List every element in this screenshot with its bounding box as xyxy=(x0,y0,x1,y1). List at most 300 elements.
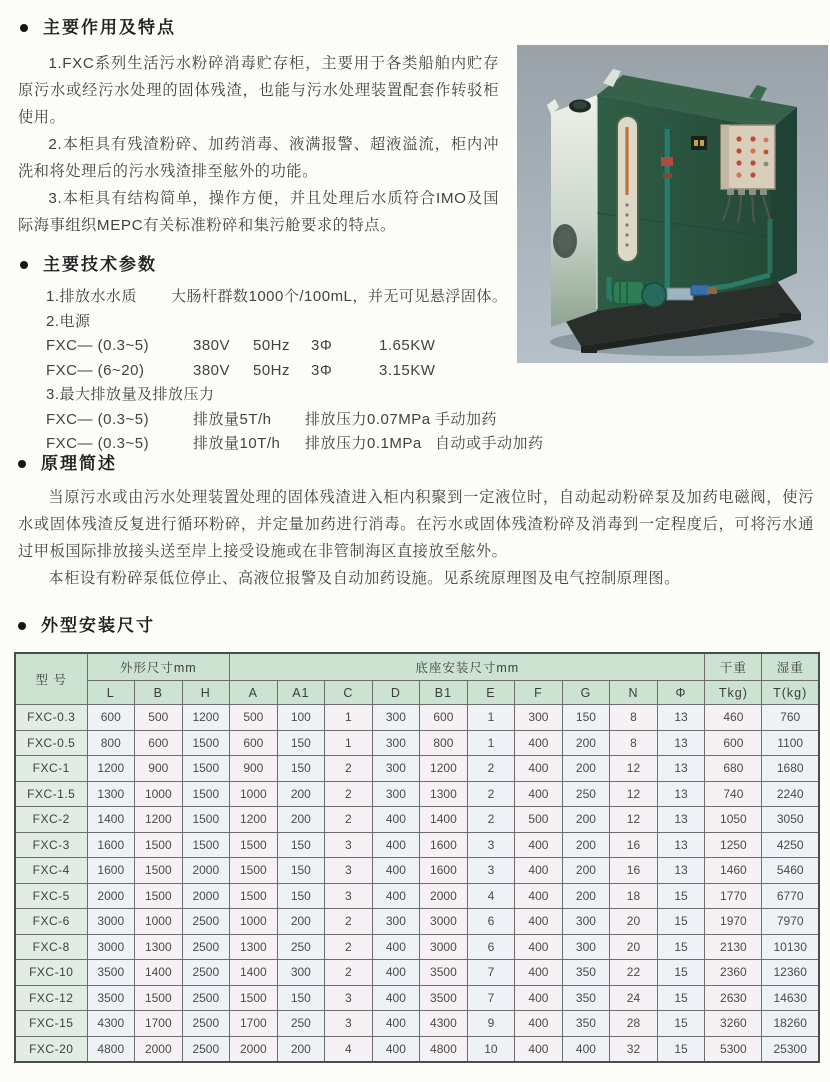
value-cell: 300 xyxy=(372,909,420,935)
value-cell: 4 xyxy=(467,883,515,909)
value-cell: 400 xyxy=(515,730,563,756)
value-cell: 1770 xyxy=(705,883,762,909)
spec-pressure: 排放压力0.07MPa xyxy=(305,410,431,428)
value-cell: 400 xyxy=(515,781,563,807)
value-cell: 1300 xyxy=(230,934,278,960)
value-cell: 8 xyxy=(610,705,658,731)
section-features-heading xyxy=(20,16,499,40)
value-cell: 400 xyxy=(372,883,420,909)
value-cell: 2000 xyxy=(87,883,135,909)
value-cell: 2 xyxy=(325,960,373,986)
model-cell: FXC-15 xyxy=(15,1011,87,1037)
value-cell: 400 xyxy=(515,1036,563,1062)
model-cell: FXC-6 xyxy=(15,909,87,935)
value-cell: 1000 xyxy=(230,909,278,935)
model-cell: FXC-20 xyxy=(15,1036,87,1062)
value-cell: 8 xyxy=(610,730,658,756)
value-cell: 15 xyxy=(657,960,705,986)
value-cell: 1000 xyxy=(135,909,183,935)
value-cell: 15 xyxy=(657,985,705,1011)
model-cell: FXC-5 xyxy=(15,883,87,909)
value-cell: 1000 xyxy=(135,781,183,807)
spec-dosing: 自动或手动加药 xyxy=(435,435,544,452)
value-cell: 1500 xyxy=(135,832,183,858)
value-cell: 1 xyxy=(325,705,373,731)
col-header-G: G xyxy=(562,681,610,705)
product-photo xyxy=(517,45,828,363)
value-cell: 200 xyxy=(562,883,610,909)
value-cell: 15 xyxy=(657,883,705,909)
col-header-H: H xyxy=(182,681,230,705)
value-cell: 1300 xyxy=(420,781,468,807)
value-cell: 13 xyxy=(657,781,705,807)
value-cell: 1400 xyxy=(135,960,183,986)
col-header-phi: Φ xyxy=(657,681,705,705)
value-cell: 1200 xyxy=(230,807,278,833)
value-cell: 600 xyxy=(420,705,468,731)
table-row xyxy=(15,730,819,756)
table-row xyxy=(15,985,819,1011)
value-cell: 10 xyxy=(467,1036,515,1062)
value-cell: 350 xyxy=(562,1011,610,1037)
value-cell: 2 xyxy=(467,756,515,782)
value-cell: 1460 xyxy=(705,858,762,884)
value-cell: 2500 xyxy=(182,985,230,1011)
value-cell: 740 xyxy=(705,781,762,807)
value-cell: 25300 xyxy=(762,1036,819,1062)
value-cell: 800 xyxy=(87,730,135,756)
value-cell: 12 xyxy=(610,781,658,807)
value-cell: 18260 xyxy=(762,1011,819,1037)
col-header-dry-kg: Tkg) xyxy=(705,681,762,705)
value-cell: 4300 xyxy=(87,1011,135,1037)
value-cell: 3500 xyxy=(87,985,135,1011)
value-cell: 400 xyxy=(515,1011,563,1037)
value-cell: 15 xyxy=(657,1036,705,1062)
dimensions-title: 外型安装尺寸 xyxy=(41,616,155,635)
value-cell: 300 xyxy=(515,705,563,731)
value-cell: 1600 xyxy=(420,858,468,884)
value-cell: 1500 xyxy=(182,781,230,807)
value-cell: 16 xyxy=(610,858,658,884)
value-cell: 2500 xyxy=(182,934,230,960)
bullet-icon xyxy=(18,460,26,468)
spec-discharge-row xyxy=(46,432,544,457)
value-cell: 300 xyxy=(372,705,420,731)
value-cell: 800 xyxy=(420,730,468,756)
value-cell: 100 xyxy=(277,705,325,731)
value-cell: 1500 xyxy=(182,807,230,833)
value-cell: 1500 xyxy=(135,985,183,1011)
value-cell: 250 xyxy=(277,934,325,960)
value-cell: 1250 xyxy=(705,832,762,858)
features-paragraph-2: 2.本柜具有残渣粉碎、加药消毒、液满报警、超液溢流，柜内冲洗和将处理后的污水残渣排至舷外的功能。 xyxy=(18,136,499,180)
value-cell: 1200 xyxy=(182,705,230,731)
value-cell: 200 xyxy=(562,858,610,884)
value-cell: 400 xyxy=(515,756,563,782)
value-cell: 2240 xyxy=(762,781,819,807)
value-cell: 2 xyxy=(325,909,373,935)
value-cell: 2360 xyxy=(705,960,762,986)
value-cell: 3 xyxy=(325,832,373,858)
spec-power: 3.15KW xyxy=(379,361,436,379)
value-cell: 3000 xyxy=(420,934,468,960)
value-cell: 3 xyxy=(325,1011,373,1037)
col-header-model: 型 号 xyxy=(15,653,87,705)
value-cell: 3050 xyxy=(762,807,819,833)
table-row xyxy=(15,934,819,960)
value-cell: 1 xyxy=(467,730,515,756)
spec-frequency: 50Hz xyxy=(253,337,291,354)
spec-model: FXC— (0.3~5) xyxy=(46,435,150,452)
value-cell: 300 xyxy=(562,934,610,960)
value-cell: 1700 xyxy=(230,1011,278,1037)
value-cell: 680 xyxy=(705,756,762,782)
col-header-B: B xyxy=(135,681,183,705)
features-paragraph-3: 3.本柜具有结构简单，操作方便，并且处理后水质符合IMO及国际海事组织MEPC有关标准粉碎和集污舱要求的特点。 xyxy=(18,190,499,234)
spec-model: FXC— (0.3~5) xyxy=(46,337,150,354)
value-cell: 3000 xyxy=(420,909,468,935)
spec-dosing: 手动加药 xyxy=(435,410,498,428)
value-cell: 400 xyxy=(372,960,420,986)
value-cell: 1000 xyxy=(230,781,278,807)
valve-handle xyxy=(661,157,673,166)
value-cell: 4300 xyxy=(420,1011,468,1037)
value-cell: 250 xyxy=(562,781,610,807)
value-cell: 400 xyxy=(515,883,563,909)
value-cell: 1500 xyxy=(230,858,278,884)
bullet-icon xyxy=(20,24,28,32)
value-cell: 200 xyxy=(562,730,610,756)
spec-discharge-heading: 3.最大排放量及排放压力 xyxy=(46,386,215,403)
spec-voltage: 380V xyxy=(193,361,231,379)
spec-power-heading: 2.电源 xyxy=(46,312,91,330)
spec-model: FXC— (0.3~5) xyxy=(46,410,150,428)
value-cell: 400 xyxy=(372,807,420,833)
col-group-dry-weight: 干重 xyxy=(705,653,762,681)
value-cell: 15 xyxy=(657,909,705,935)
table-row xyxy=(15,909,819,935)
value-cell: 250 xyxy=(277,1011,325,1037)
value-cell: 200 xyxy=(277,1036,325,1062)
value-cell: 2 xyxy=(325,781,373,807)
value-cell: 2 xyxy=(467,807,515,833)
value-cell: 150 xyxy=(277,730,325,756)
value-cell: 400 xyxy=(515,909,563,935)
dimensions-table xyxy=(14,652,820,1063)
value-cell: 1400 xyxy=(420,807,468,833)
value-cell: 7 xyxy=(467,960,515,986)
value-cell: 760 xyxy=(762,705,819,731)
value-cell: 400 xyxy=(372,985,420,1011)
value-cell: 2500 xyxy=(182,909,230,935)
value-cell: 500 xyxy=(135,705,183,731)
spec-power-row xyxy=(46,334,499,359)
value-cell: 300 xyxy=(372,756,420,782)
value-cell: 350 xyxy=(562,985,610,1011)
col-header-F: F xyxy=(515,681,563,705)
col-header-B1: B1 xyxy=(420,681,468,705)
pump-volute xyxy=(642,283,666,307)
value-cell: 1200 xyxy=(135,807,183,833)
value-cell: 150 xyxy=(277,985,325,1011)
value-cell: 2 xyxy=(325,807,373,833)
value-cell: 150 xyxy=(562,705,610,731)
value-cell: 900 xyxy=(230,756,278,782)
value-cell: 3000 xyxy=(87,934,135,960)
pump-valve xyxy=(691,285,709,295)
value-cell: 13 xyxy=(657,705,705,731)
value-cell: 12 xyxy=(610,807,658,833)
value-cell: 1050 xyxy=(705,807,762,833)
table-row xyxy=(15,832,819,858)
spec-model: FXC— (6~20) xyxy=(46,361,145,379)
value-cell: 1700 xyxy=(135,1011,183,1037)
value-cell: 12360 xyxy=(762,960,819,986)
value-cell: 6 xyxy=(467,909,515,935)
value-cell: 400 xyxy=(515,858,563,884)
value-cell: 1 xyxy=(325,730,373,756)
value-cell: 600 xyxy=(135,730,183,756)
model-cell: FXC-0.3 xyxy=(15,705,87,731)
col-group-outline-dims: 外形尺寸mm xyxy=(87,653,230,681)
value-cell: 1400 xyxy=(87,807,135,833)
value-cell: 32 xyxy=(610,1036,658,1062)
col-header-C: C xyxy=(325,681,373,705)
table-row xyxy=(15,705,819,731)
features-title: 主要作用及特点 xyxy=(43,18,176,37)
value-cell: 2 xyxy=(467,781,515,807)
value-cell: 12 xyxy=(610,756,658,782)
col-header-A: A xyxy=(230,681,278,705)
value-cell: 1600 xyxy=(87,832,135,858)
value-cell: 1300 xyxy=(87,781,135,807)
value-cell: 1500 xyxy=(182,832,230,858)
spec-water-quality xyxy=(46,285,508,310)
value-cell: 5300 xyxy=(705,1036,762,1062)
value-cell: 300 xyxy=(372,730,420,756)
value-cell: 1680 xyxy=(762,756,819,782)
value-cell: 600 xyxy=(705,730,762,756)
value-cell: 600 xyxy=(230,730,278,756)
model-cell: FXC-4 xyxy=(15,858,87,884)
value-cell: 300 xyxy=(562,909,610,935)
value-cell: 3000 xyxy=(87,909,135,935)
value-cell: 1200 xyxy=(420,756,468,782)
value-cell: 350 xyxy=(562,960,610,986)
spec-water-quality-value: 大肠杆群数1000个/100mL，并无可见悬浮固体。 xyxy=(171,288,508,305)
specs-title: 主要技术参数 xyxy=(43,255,157,274)
principle-title: 原理简述 xyxy=(41,454,117,473)
col-header-wet-kg: T(kg) xyxy=(762,681,819,705)
value-cell: 400 xyxy=(515,960,563,986)
model-cell: FXC-12 xyxy=(15,985,87,1011)
value-cell: 400 xyxy=(562,1036,610,1062)
section-specs-heading xyxy=(20,253,499,277)
table-row xyxy=(15,858,819,884)
spec-lines xyxy=(18,285,544,457)
dimensions-table-body xyxy=(15,705,819,1062)
col-header-N: N xyxy=(610,681,658,705)
value-cell: 150 xyxy=(277,883,325,909)
value-cell: 1100 xyxy=(762,730,819,756)
value-cell: 6770 xyxy=(762,883,819,909)
table-row xyxy=(15,1011,819,1037)
features-paragraphs xyxy=(18,50,499,239)
value-cell: 1500 xyxy=(230,832,278,858)
value-cell: 4 xyxy=(325,1036,373,1062)
value-cell: 2 xyxy=(325,934,373,960)
value-cell: 1500 xyxy=(182,756,230,782)
value-cell: 2500 xyxy=(182,960,230,986)
model-cell: FXC-0.5 xyxy=(15,730,87,756)
value-cell: 16 xyxy=(610,832,658,858)
value-cell: 7 xyxy=(467,985,515,1011)
value-cell: 13 xyxy=(657,807,705,833)
table-row xyxy=(15,1036,819,1062)
value-cell: 1500 xyxy=(230,883,278,909)
model-cell: FXC-2 xyxy=(15,807,87,833)
value-cell: 13 xyxy=(657,858,705,884)
spec-frequency: 50Hz xyxy=(253,361,291,379)
value-cell: 2000 xyxy=(182,858,230,884)
value-cell: 1500 xyxy=(135,858,183,884)
value-cell: 1500 xyxy=(230,985,278,1011)
value-cell: 400 xyxy=(515,985,563,1011)
value-cell: 2500 xyxy=(182,1011,230,1037)
value-cell: 200 xyxy=(277,909,325,935)
spec-discharge-row xyxy=(46,408,499,433)
value-cell: 2 xyxy=(325,756,373,782)
sight-glass xyxy=(617,116,638,262)
value-cell: 1600 xyxy=(420,832,468,858)
spec-power-row xyxy=(46,359,499,384)
value-cell: 1500 xyxy=(182,730,230,756)
value-cell: 460 xyxy=(705,705,762,731)
principle-paragraphs xyxy=(0,484,830,592)
spec-pressure: 排放压力0.1MPa xyxy=(305,435,422,452)
value-cell: 200 xyxy=(277,807,325,833)
value-cell: 400 xyxy=(515,934,563,960)
value-cell: 150 xyxy=(277,832,325,858)
table-row xyxy=(15,960,819,986)
value-cell: 9 xyxy=(467,1011,515,1037)
spec-voltage: 380V xyxy=(193,337,231,354)
top-section xyxy=(0,0,830,452)
value-cell: 400 xyxy=(372,1036,420,1062)
value-cell: 2000 xyxy=(135,1036,183,1062)
value-cell: 18 xyxy=(610,883,658,909)
value-cell: 600 xyxy=(87,705,135,731)
col-header-D: D xyxy=(372,681,420,705)
spec-phase: 3Φ xyxy=(311,361,333,379)
value-cell: 13 xyxy=(657,832,705,858)
value-cell: 3500 xyxy=(420,985,468,1011)
value-cell: 2000 xyxy=(182,883,230,909)
value-cell: 4800 xyxy=(87,1036,135,1062)
spec-rate: 排放量5T/h xyxy=(193,410,272,428)
value-cell: 150 xyxy=(277,756,325,782)
value-cell: 15 xyxy=(657,934,705,960)
value-cell: 300 xyxy=(277,960,325,986)
value-cell: 150 xyxy=(277,858,325,884)
value-cell: 200 xyxy=(562,756,610,782)
model-cell: FXC-1.5 xyxy=(15,781,87,807)
value-cell: 400 xyxy=(372,858,420,884)
value-cell: 5460 xyxy=(762,858,819,884)
value-cell: 4800 xyxy=(420,1036,468,1062)
value-cell: 3 xyxy=(325,883,373,909)
table-row xyxy=(15,756,819,782)
value-cell: 500 xyxy=(230,705,278,731)
bullet-icon xyxy=(18,622,26,630)
principle-paragraph-1: 当原污水或由污水处理装置处理的固体残渣进入柜内积聚到一定液位时，自动起动粉碎泵及加药电磁阀，使污水或固体残渣反复进行循环粉碎，并定量加药进行消毒。在污水或固体残渣粉碎及消毒到一定程度后，可将污水通过甲板国际排放接头送至岸上接受设施或在非管制海区直接放至舷外。 xyxy=(18,489,814,560)
value-cell: 3500 xyxy=(420,960,468,986)
col-group-wet-weight: 湿重 xyxy=(762,653,819,681)
value-cell: 4250 xyxy=(762,832,819,858)
value-cell: 13 xyxy=(657,730,705,756)
value-cell: 3500 xyxy=(87,960,135,986)
model-cell: FXC-10 xyxy=(15,960,87,986)
features-paragraph-1: 1.FXC系列生活污水粉碎消毒贮存柜，主要用于各类船舶内贮存原污水或经污水处理的固体残渣，也能与污水处理装置配套作转驳柜使用。 xyxy=(18,55,499,126)
model-cell: FXC-8 xyxy=(15,934,87,960)
value-cell: 1 xyxy=(467,705,515,731)
value-cell: 24 xyxy=(610,985,658,1011)
sub-header-row xyxy=(15,681,819,705)
value-cell: 400 xyxy=(372,934,420,960)
value-cell: 300 xyxy=(372,781,420,807)
table-row xyxy=(15,781,819,807)
table-header xyxy=(15,653,819,705)
section-dimensions-heading xyxy=(18,614,830,638)
value-cell: 2630 xyxy=(705,985,762,1011)
value-cell: 400 xyxy=(372,832,420,858)
bullet-icon xyxy=(20,261,28,269)
principle-paragraph-2: 本柜设有粉碎泵低位停止、高液位报警及自动加药设施。见系统原理图及电气控制原理图。 xyxy=(48,570,680,587)
spec-power: 1.65KW xyxy=(379,337,436,354)
value-cell: 20 xyxy=(610,934,658,960)
value-cell: 2500 xyxy=(182,1036,230,1062)
value-cell: 900 xyxy=(135,756,183,782)
value-cell: 1200 xyxy=(87,756,135,782)
value-cell: 2130 xyxy=(705,934,762,960)
value-cell: 200 xyxy=(277,781,325,807)
model-cell: FXC-1 xyxy=(15,756,87,782)
value-cell: 200 xyxy=(562,832,610,858)
value-cell: 14630 xyxy=(762,985,819,1011)
value-cell: 2000 xyxy=(230,1036,278,1062)
spec-rate: 排放量10T/h xyxy=(193,435,281,452)
value-cell: 15 xyxy=(657,1011,705,1037)
model-cell: FXC-3 xyxy=(15,832,87,858)
col-group-base-dims: 底座安装尺寸mm xyxy=(230,653,705,681)
value-cell: 6 xyxy=(467,934,515,960)
value-cell: 200 xyxy=(562,807,610,833)
value-cell: 3260 xyxy=(705,1011,762,1037)
value-cell: 10130 xyxy=(762,934,819,960)
col-header-A1: A1 xyxy=(277,681,325,705)
value-cell: 2000 xyxy=(420,883,468,909)
value-cell: 13 xyxy=(657,756,705,782)
tank-photo-illustration xyxy=(517,45,828,363)
table-row xyxy=(15,807,819,833)
value-cell: 500 xyxy=(515,807,563,833)
value-cell: 3 xyxy=(467,832,515,858)
intro-column xyxy=(0,0,544,457)
value-cell: 7970 xyxy=(762,909,819,935)
table-row xyxy=(15,883,819,909)
value-cell: 1500 xyxy=(135,883,183,909)
